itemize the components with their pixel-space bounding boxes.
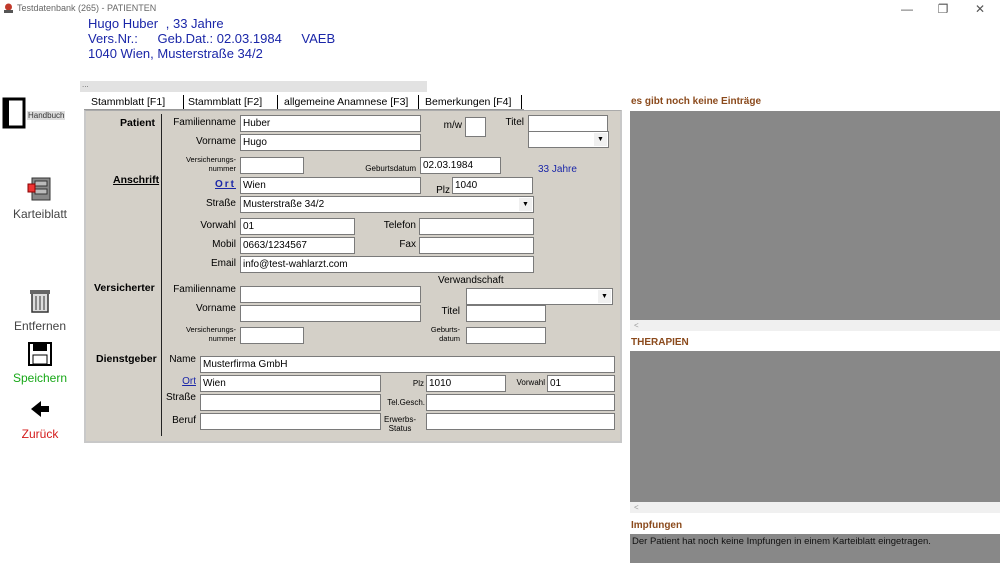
dg-plz-label: Plz: [412, 379, 424, 388]
patient-age: 33 Jahre: [172, 16, 224, 31]
vorwahl-label: Vorwahl: [200, 220, 236, 231]
tab-stammblatt-f2[interactable]: Stammblatt [F2]: [188, 95, 278, 110]
dg-telgesch-field[interactable]: [426, 394, 615, 411]
handbuch-button[interactable]: [0, 97, 80, 131]
strasse-dropdown[interactable]: [240, 196, 534, 213]
patient-name: Hugo Huber: [88, 16, 159, 31]
age-display: 33 Jahre: [538, 164, 577, 175]
gebdat-field[interactable]: 02.03.1984: [420, 157, 501, 174]
vers-versnr-label-line1: Versicherungs-: [185, 325, 236, 334]
vers-versnr-field[interactable]: [240, 327, 304, 344]
section-divider: [161, 114, 162, 436]
ellipsis-bar: ...: [80, 81, 427, 92]
chevron-down-icon: ▼: [519, 198, 532, 211]
dg-telgesch-label: Tel.Gesch.: [387, 398, 425, 407]
window-title: Testdatenbank (265) - PATIENTEN: [17, 3, 157, 13]
plz-label: Plz: [436, 185, 450, 196]
speichern-label: Speichern: [12, 371, 68, 385]
mobil-label: Mobil: [212, 239, 236, 250]
section-dienstgeber: Dienstgeber: [96, 353, 157, 365]
floppy-disk-icon: [28, 342, 52, 366]
entfernen-button[interactable]: [0, 288, 80, 333]
entfernen-label: Entfernen: [13, 319, 67, 333]
eintraege-scrollbar[interactable]: <: [630, 320, 1000, 331]
tab-allgemeine-anamnese[interactable]: allgemeine Anamnese [F3]: [284, 95, 419, 110]
vers-titel-label: Titel: [441, 306, 460, 317]
versnr-label-line2: nummer: [208, 164, 236, 173]
dg-ort-link[interactable]: Ort: [182, 376, 196, 387]
patient-header: [88, 16, 335, 61]
section-anschrift: Anschrift: [113, 174, 160, 186]
vers-gebdat-label: [400, 325, 460, 343]
app-logo-icon: [3, 3, 14, 14]
vorwahl-field[interactable]: 01: [240, 218, 355, 235]
mobil-field[interactable]: 0663/1234567: [240, 237, 355, 254]
dg-name-field[interactable]: Musterfirma GmbH: [200, 356, 615, 373]
dg-ort-field[interactable]: Wien: [200, 375, 381, 392]
titel-label: Titel: [505, 117, 524, 128]
fax-field[interactable]: [419, 237, 534, 254]
maximize-button[interactable]: ❐: [937, 2, 949, 16]
tab-bemerkungen[interactable]: Bemerkungen [F4]: [425, 95, 522, 110]
impfungen-heading: Impfungen: [631, 520, 683, 531]
therapien-heading: THERAPIEN: [631, 337, 689, 348]
versnr-label-line1: Versicherungs-: [185, 155, 236, 164]
mw-label: m/w: [443, 120, 462, 131]
handbuch-label: Handbuch: [28, 111, 65, 120]
zurueck-button[interactable]: [0, 400, 80, 441]
dg-name-label: Name: [169, 354, 196, 365]
eintraege-panel: [630, 111, 1000, 320]
dg-strasse-label: Straße: [165, 392, 196, 403]
close-button[interactable]: ✕: [974, 2, 986, 16]
dg-erwerbs-label: [380, 415, 420, 433]
email-label: Email: [210, 258, 236, 269]
vers-vorname-field[interactable]: [240, 305, 421, 322]
book-icon: [2, 97, 26, 129]
gebdat-label: Geburtsdatum: [365, 164, 416, 173]
familienname-label: Familienname: [173, 117, 236, 128]
vers-gebdat-label-line2: datum: [439, 334, 460, 343]
mw-field[interactable]: [465, 117, 486, 137]
chevron-down-icon: ▼: [598, 290, 611, 303]
speichern-button[interactable]: [0, 342, 80, 385]
trash-icon: [29, 288, 51, 314]
strasse-value: Musterstraße 34/2: [243, 199, 325, 210]
titel-field[interactable]: [528, 115, 608, 132]
vers-familienname-label: Familienname: [173, 284, 236, 295]
dg-erwerbs-field[interactable]: [426, 413, 615, 430]
impfungen-message: Der Patient hat noch keine Impfungen in einem Karteiblatt eingetragen.: [630, 534, 1000, 563]
strasse-label: Straße: [205, 198, 236, 209]
zurueck-label: Zurück: [21, 427, 59, 441]
vers-gebdat-label-line1: Geburts-: [430, 325, 460, 334]
dg-erwerbs-label-line1: Erwerbs-: [383, 415, 416, 424]
therapien-panel: [630, 351, 1000, 502]
plz-field[interactable]: 1040: [452, 177, 533, 194]
minimize-button[interactable]: —: [901, 2, 913, 16]
dg-vorwahl-field[interactable]: 01: [547, 375, 615, 392]
dg-vorwahl-label: Vorwahl: [516, 378, 545, 387]
vers-vorname-label: Vorname: [195, 303, 236, 314]
fax-label: Fax: [399, 239, 416, 250]
chevron-down-icon: ▼: [594, 133, 607, 146]
vers-titel-field[interactable]: [466, 305, 546, 322]
cabinet-icon: [27, 176, 53, 202]
vers-versnr-label: [163, 325, 236, 343]
dg-beruf-field[interactable]: [200, 413, 381, 430]
section-patient: Patient: [120, 117, 156, 129]
insurance-name: VAEB: [301, 31, 336, 46]
therapien-scrollbar[interactable]: <: [630, 502, 1000, 513]
verwandtschaft-label: Verwandschaft: [438, 275, 504, 286]
karteiblatt-button[interactable]: [0, 176, 80, 221]
back-arrow-icon: [29, 400, 51, 422]
versnr-label: [163, 155, 236, 173]
email-field[interactable]: info@test-wahlarzt.com: [240, 256, 534, 273]
verwandtschaft-dropdown[interactable]: [466, 288, 613, 305]
patient-address: 1040 Wien, Musterstraße 34/2: [88, 46, 263, 61]
eintraege-heading: es gibt noch keine Einträge: [631, 96, 762, 107]
dg-erwerbs-label-line2: Status: [388, 424, 412, 433]
dg-plz-field[interactable]: 1010: [426, 375, 506, 392]
dg-strasse-field[interactable]: [200, 394, 381, 411]
ort-field[interactable]: Wien: [240, 177, 421, 194]
vers-nr-label: Vers.Nr.:: [88, 31, 138, 46]
geb-dat: Geb.Dat.: 02.03.1984: [157, 31, 282, 46]
vorname-label: Vorname: [195, 136, 236, 147]
tab-stammblatt-f1[interactable]: Stammblatt [F1]: [91, 95, 184, 110]
versnr-field[interactable]: [240, 157, 304, 174]
vers-gebdat-field[interactable]: [466, 327, 546, 344]
familienname-field[interactable]: Huber: [240, 115, 421, 132]
dg-beruf-label: Beruf: [172, 415, 196, 426]
name-separator: ,: [165, 16, 170, 31]
vers-versnr-label-line2: nummer: [208, 334, 236, 343]
karteiblatt-label: Karteiblatt: [12, 207, 68, 221]
section-versicherter: Versicherter: [94, 282, 155, 294]
vers-familienname-field[interactable]: [240, 286, 421, 303]
vorname-field[interactable]: Hugo: [240, 134, 421, 151]
telefon-label: Telefon: [383, 220, 416, 231]
ort-link[interactable]: Ort: [215, 179, 236, 190]
titel-dropdown[interactable]: [528, 131, 609, 148]
telefon-field[interactable]: [419, 218, 534, 235]
